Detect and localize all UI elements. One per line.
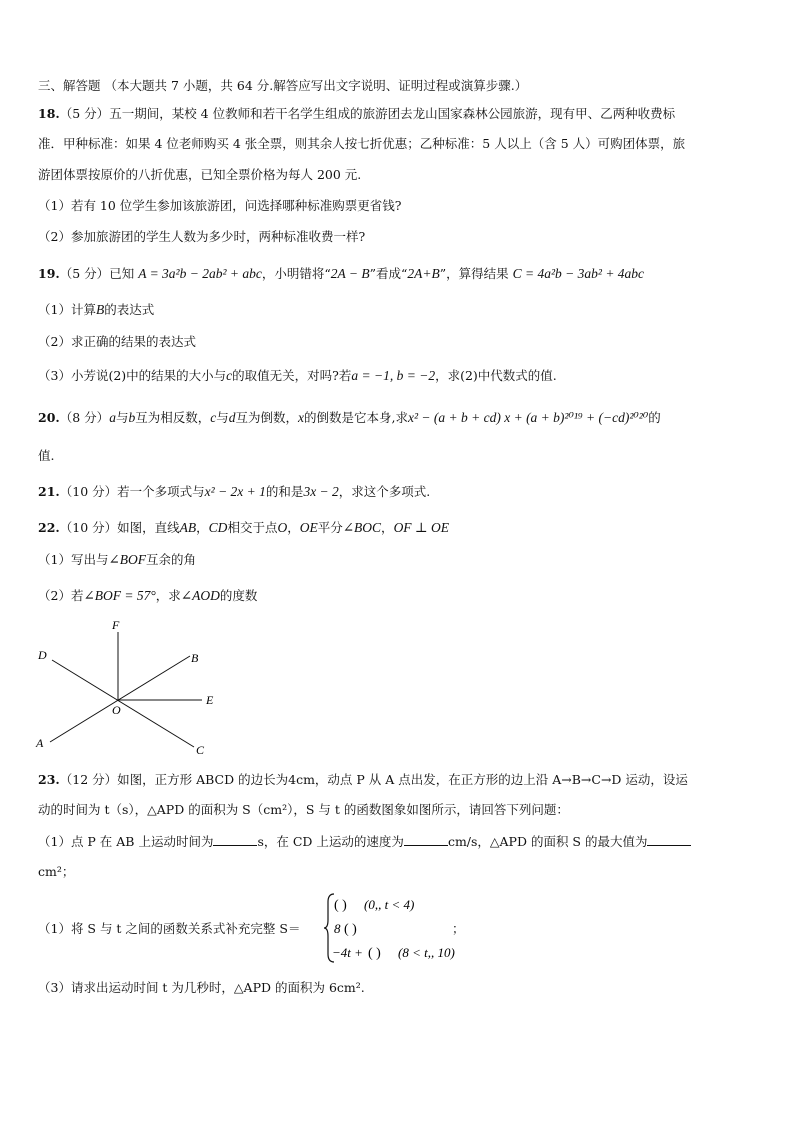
- q18-line-2: [38, 136, 685, 152]
- answer-blank[interactable]: [647, 833, 691, 846]
- q19-part-1: [38, 302, 154, 318]
- q20-var: a: [109, 410, 116, 425]
- label-e: E: [206, 693, 214, 707]
- q18-part-2: [38, 229, 365, 245]
- q22-text: 如图，直线: [117, 520, 180, 535]
- q23-part-2: [38, 921, 300, 937]
- q20-line-2: [38, 448, 54, 464]
- q20-var: c: [210, 410, 217, 425]
- q22-text: ，: [196, 520, 209, 535]
- pw-row-2: 8: [334, 921, 341, 936]
- q21-line: [38, 484, 430, 500]
- q21-text: 的和是: [265, 484, 304, 499]
- q20-number: 20.: [38, 410, 60, 425]
- q22-part-1-text: （1）写出与: [38, 552, 109, 567]
- q23-text-2: 动的时间为 t（s），△APD 的面积为 S（cm²），S 与 t 的函数图象如图所示，请回答下列问题：: [38, 802, 569, 817]
- line-ab: [50, 656, 190, 742]
- q19-expr-seen: 2A+B: [407, 266, 440, 281]
- q19-values: a = −1, b = −2: [351, 368, 436, 383]
- q19-part-3-text: 的取值无关，对吗?若: [232, 368, 352, 383]
- q22-part-2: [38, 588, 257, 604]
- q19-text: ”看成“: [369, 266, 408, 281]
- q19-text: ，小明错将“: [261, 266, 331, 281]
- q18-part-1: [38, 198, 402, 214]
- q23-score: （12 分）: [59, 772, 118, 787]
- q22-angle-bof: ∠BOF: [108, 552, 147, 567]
- q19-number: 19.: [38, 266, 60, 281]
- q18-text-2: 准．甲种标准：如果 4 位老师购买 4 张全票，则其余人按七折优惠；乙种标准：5 人以上（含 5 人）可购团体票，旅: [38, 136, 686, 151]
- q19-score: （5 分）: [59, 266, 110, 281]
- geometry-figure: [30, 612, 230, 760]
- q19-text: ”，算得结果: [439, 266, 509, 281]
- q23-part-3-text: （3）请求出运动时间 t 为几秒时，△APD 的面积为 6cm².: [38, 980, 365, 995]
- q23-text-1: 如图，正方形 ABCD 的边长为4cm，动点 P 从 A 点出发，在正方形的边上沿 A→B→C→D 运动，设运: [117, 772, 688, 787]
- pw-row-1: (0,, t < 4): [364, 897, 415, 912]
- q20-score: （8 分）: [59, 410, 110, 425]
- q19-part-3: [38, 368, 557, 384]
- q22-score: （10 分）: [59, 520, 118, 535]
- q19-expr-c: C = 4a²b − 3ab² + 4abc: [512, 266, 645, 281]
- q22-text: ，: [381, 520, 394, 535]
- label-a: A: [36, 736, 44, 750]
- q19-text: 已知: [109, 266, 135, 281]
- q21-score: （10 分）: [59, 484, 118, 499]
- q20-var: x: [298, 410, 304, 425]
- q23-part-2-end: [452, 921, 465, 937]
- q22-number: 22.: [38, 520, 60, 535]
- q18-part-1-text: （1）若有 10 位学生参加该旅游团，问选择哪种标准购票更省钱?: [38, 198, 402, 213]
- q20-var: d: [228, 410, 236, 425]
- section-title: 三、解答题: [38, 78, 101, 93]
- q22-angle-value: ∠BOF = 57°: [83, 588, 156, 603]
- q22-part-2-text: （2）若: [38, 588, 84, 603]
- q21-number: 21.: [38, 484, 60, 499]
- q23-part-2-text: （1）将 S 与 t 之间的函数关系式补充完整 S＝: [38, 921, 301, 936]
- q18-score: （5 分）: [59, 106, 110, 121]
- q19-expr-a: A = 3a²b − 2ab² + abc: [138, 266, 262, 281]
- q22-part-2-text: ，求: [155, 588, 181, 603]
- q20-text: 与: [216, 410, 229, 425]
- q20-var: b: [128, 410, 136, 425]
- paren-blank[interactable]: ( ): [334, 898, 347, 913]
- q20-text: 的: [648, 410, 661, 425]
- label-d: D: [38, 648, 47, 662]
- q22-part-2-text: 的度数: [219, 588, 258, 603]
- q21-expr-1: x² − 2x + 1: [204, 484, 266, 499]
- q22-point-o: O: [277, 520, 288, 535]
- q23-part-2-end-text: ；: [452, 921, 465, 936]
- q21-expr-2: 3x − 2: [303, 484, 339, 499]
- q23-part-1-text: （1）点 P 在 AB 上运动时间为: [38, 834, 214, 849]
- q22-text: 平分: [317, 520, 343, 535]
- q18-text-3: 游团体票按原价的八折优惠，已知全票价格为每人 200 元.: [38, 167, 362, 182]
- paren-blank[interactable]: ( ): [368, 946, 381, 961]
- q20-text-2: 值.: [38, 448, 55, 463]
- q20-text: 互为相反数，: [135, 410, 211, 425]
- q21-text: ，求这个多项式.: [338, 484, 431, 499]
- paren-blank[interactable]: ( ): [344, 922, 357, 937]
- q19-var-b: B: [95, 302, 105, 317]
- q23-line-2: [38, 802, 569, 818]
- q23-part-1: [38, 833, 691, 850]
- q22-perpendicular: OF ⊥ OE: [393, 520, 449, 535]
- q20-expression: x² − (a + b + cd) x + (a + b)²⁰¹⁹ + (−cd)²⁰²⁰: [407, 410, 649, 425]
- line-cd: [52, 660, 194, 747]
- q21-text: 若一个多项式与: [117, 484, 205, 499]
- q19-line-1: [38, 266, 644, 282]
- q19-part-2-text: （2）求正确的结果的表达式: [38, 334, 196, 349]
- q19-part-3-text: （3）小芳说(2)中的结果的大小与: [38, 368, 227, 383]
- q23-part-3: [38, 980, 365, 996]
- q23-part-1-text: cm/s，△APD 的面积 S 的最大值为: [447, 834, 648, 849]
- section-note: （本大题共 7 小题，共 64 分.解答应写出文字说明、证明过程或演算步骤.）: [104, 78, 528, 93]
- q22-part-1: [38, 552, 196, 568]
- q18-number: 18.: [38, 106, 60, 121]
- q19-var-c: c: [226, 368, 233, 383]
- q22-part-1-text: 互余的角: [146, 552, 197, 567]
- q18-part-2-text: （2）参加旅游团的学生人数为多少时，两种标准收费一样?: [38, 229, 366, 244]
- q22-line-cd: CD: [208, 520, 228, 535]
- q23-unit: cm²；: [38, 864, 75, 879]
- q18-line-1: [38, 106, 675, 122]
- label-f: F: [112, 618, 120, 632]
- q19-part-2: [38, 334, 196, 350]
- q23-line-1: [38, 772, 688, 788]
- q22-text: ，: [287, 520, 300, 535]
- q20-text: 互为倒数，: [235, 410, 298, 425]
- q22-line-ab: AB: [179, 520, 197, 535]
- pw-row-3a: −4t +: [332, 945, 363, 960]
- q22-line: [38, 520, 449, 536]
- q23-part-1-text: s，在 CD 上运动的速度为: [257, 834, 404, 849]
- q18-text-1: 五一期间，某校 4 位教师和若干名学生组成的旅游团去龙山国家森林公园旅游，现有甲、乙两种收费标: [109, 106, 676, 121]
- label-b: B: [191, 651, 199, 665]
- answer-blank[interactable]: [213, 833, 257, 846]
- q20-text: 的倒数是它本身,求: [304, 410, 408, 425]
- answer-blank[interactable]: [404, 833, 448, 846]
- label-o: O: [112, 703, 121, 717]
- q22-text: 相交于点: [227, 520, 278, 535]
- q18-line-3: [38, 167, 361, 183]
- q19-part-3-text: ，求(2)中代数式的值.: [435, 368, 557, 383]
- q23-number: 23.: [38, 772, 60, 787]
- q22-ray-oe: OE: [299, 520, 318, 535]
- q20-text: 与: [115, 410, 129, 425]
- q23-part-1-unit: [38, 864, 74, 880]
- q20-line-1: [38, 410, 661, 426]
- q19-part-1-text: 的表达式: [104, 302, 155, 317]
- pw-row-3b: (8 < t,, 10): [398, 945, 455, 960]
- q22-angle-boc: ∠BOC: [342, 520, 382, 535]
- q19-part-1-text: （1）计算: [38, 302, 96, 317]
- q22-angle-aod: ∠AOD: [180, 588, 220, 603]
- label-c: C: [196, 743, 205, 757]
- section-header: [38, 78, 527, 94]
- q19-expr-wrong: 2A − B: [330, 266, 370, 281]
